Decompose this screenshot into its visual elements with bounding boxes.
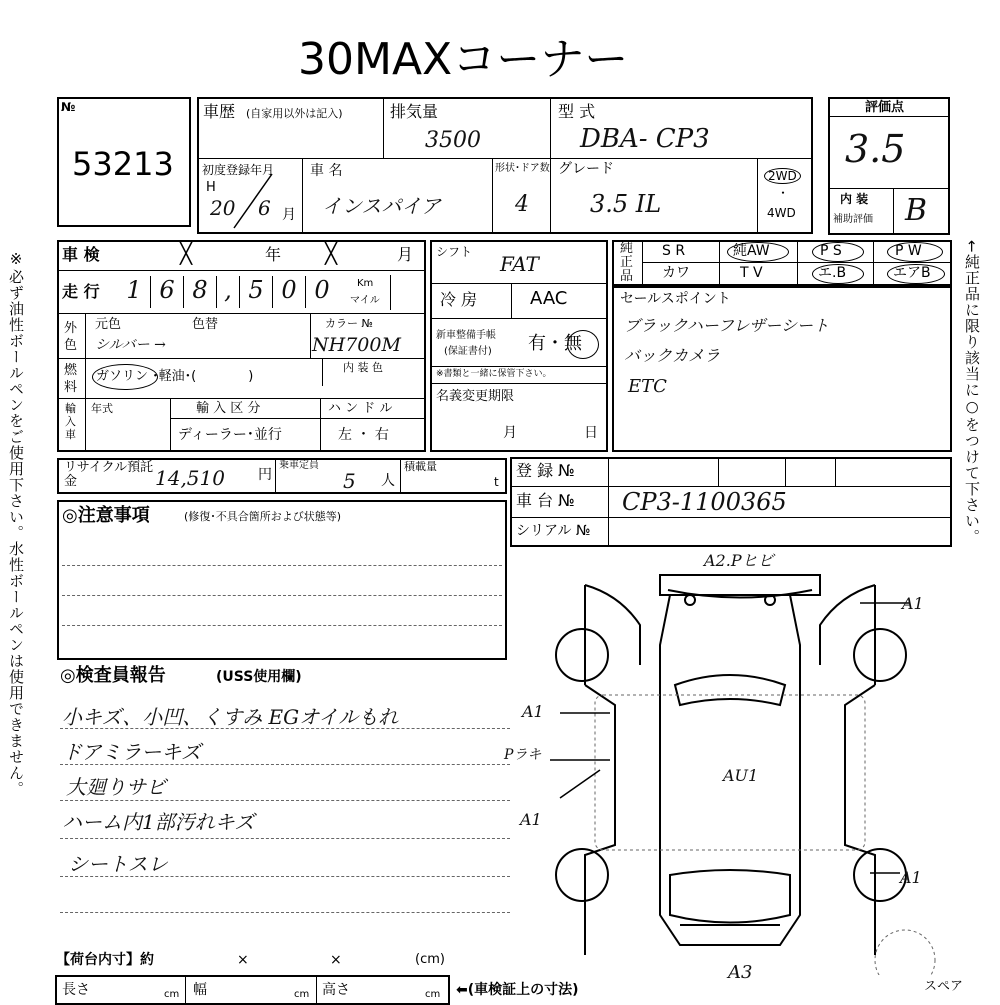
dims-note: ⬅(車検証上の寸法) xyxy=(456,982,579,998)
mileage-digit: 0 xyxy=(314,276,330,304)
score-label: 評価点 xyxy=(865,100,905,115)
model-value: DBA- CP3 xyxy=(580,124,710,154)
registration-month-unit: 月 xyxy=(282,207,296,223)
mileage-unit-km: Km xyxy=(357,278,374,289)
damage-mark-right-low: A1 xyxy=(900,868,922,887)
mileage-label: 走 行 xyxy=(62,282,100,301)
mileage-digits xyxy=(118,276,348,308)
fuel-gasoline-circle xyxy=(92,364,158,390)
damage-mark-center: AU1 xyxy=(723,766,759,785)
exterior-label: 外色 xyxy=(64,321,78,353)
drive-dot: ・ xyxy=(777,186,790,200)
cargo-dims-label: 【荷台内寸】約 xyxy=(56,952,154,968)
grade-label: グレード xyxy=(558,161,614,177)
cargo-x-2: × xyxy=(330,952,342,968)
dim-length-unit: cm xyxy=(164,989,180,1000)
grade-value: 3.5 IL xyxy=(590,190,662,218)
recycle-value: 14,510 xyxy=(155,466,225,490)
genuine-tv: T V xyxy=(740,265,763,281)
damage-mark-bottom: A3 xyxy=(728,962,753,983)
drive-4wd: 4WD xyxy=(767,206,796,220)
mileage-digit: 0 xyxy=(273,276,306,308)
manual-value: 有・無 xyxy=(528,333,582,354)
color-no-label: カラー № xyxy=(325,317,373,330)
doors-value: 4 xyxy=(515,192,529,217)
cargo-unit: (cm) xyxy=(415,952,445,967)
genuine-parts-note: ←純正品に限り該当に○をつけて下さい。 xyxy=(963,240,981,545)
interior-color-label: 内 装 色 xyxy=(343,361,383,374)
shaken-label: 車 検 xyxy=(62,245,100,264)
ac-value: AAC xyxy=(530,288,568,309)
damage-mark-top: A2.Pヒビ xyxy=(704,551,774,570)
displacement-value: 3500 xyxy=(425,128,481,153)
serial-label: シリアル № xyxy=(516,523,591,539)
car-name-label: 車 名 xyxy=(310,163,343,179)
shaken-month-unit: 月 xyxy=(397,245,414,264)
notes-label: ◎注意事項 xyxy=(62,505,150,526)
capacity-value: 5 xyxy=(343,469,356,493)
genuine-eb: エ.B xyxy=(818,265,847,281)
inspector-line-2: ドアミラーキズ xyxy=(62,740,201,764)
import-label: 輸入車 xyxy=(65,402,76,441)
dim-length-label: 長さ xyxy=(62,982,90,998)
import-type-label: 輸 入 区 分 xyxy=(196,401,261,416)
registration-slash xyxy=(222,172,282,230)
genuine-aw: 純AW xyxy=(733,243,770,259)
damage-mark-right-top: A1 xyxy=(902,594,924,613)
interior-label: 内 装 xyxy=(840,192,869,206)
handle-label: ハ ン ド ル xyxy=(328,401,393,416)
exterior-orig-value: シルバー → xyxy=(95,337,166,353)
lot-number: 53213 xyxy=(72,145,174,183)
genuine-pw: P W xyxy=(895,243,922,259)
history-sub-label: (自家用以外は記入) xyxy=(246,107,343,120)
damage-mark-left-p: Pラキ xyxy=(504,747,542,763)
inspector-line-1: 小キズ、小凹、くすみ EGオイルもれ xyxy=(62,705,399,729)
inspector-line-3: 大廻りサビ xyxy=(66,775,166,799)
genuine-sr: S R xyxy=(662,243,686,259)
notes-sub: (修復･不具合箇所および状態等) xyxy=(184,510,342,523)
ac-label: 冷 房 xyxy=(440,290,478,309)
genuine-airbag: エアB xyxy=(893,265,931,281)
interior-score: B xyxy=(905,193,928,228)
manual-note: ※書類と一緒に保管下さい。 xyxy=(436,369,552,379)
mileage-digit: 8 xyxy=(184,276,217,308)
chassis-value: CP3-1100365 xyxy=(622,488,787,516)
inspector-sub: (USS使用欄) xyxy=(216,669,302,685)
shaken-month-mark: ╳ xyxy=(325,241,338,265)
capacity-label: 乗車定員 xyxy=(279,460,319,471)
load-unit: t xyxy=(494,475,499,489)
history-label: 車歴 xyxy=(203,102,236,121)
name-change-month: 月 xyxy=(503,425,517,441)
shaken-year-mark: ╳ xyxy=(180,241,193,265)
manual-sub: (保証書付) xyxy=(444,346,492,357)
name-change-day: 日 xyxy=(584,425,598,441)
page-title: 30MAXコーナー xyxy=(298,34,629,85)
sales-point-1: ブラックハーフレザーシート xyxy=(624,316,829,335)
dim-height-label: 高さ xyxy=(322,982,350,998)
recycle-label: リサイクル預託金 xyxy=(64,460,154,489)
inspector-line-5: シートスレ xyxy=(68,852,168,876)
load-label: 積載量 xyxy=(404,460,437,473)
displacement-label: 排気量 xyxy=(390,102,439,121)
mileage-digit: 5 xyxy=(240,276,273,308)
shift-label: シフト xyxy=(436,245,473,259)
import-type-value: ディーラー･並行 xyxy=(178,427,282,443)
car-name-value: インスパイア xyxy=(322,194,441,218)
fuel-label: 燃料 xyxy=(64,363,78,395)
pen-warning-note: ※必ず油性ボールペンをご使用下さい。水性ボールペンは使用できません。 xyxy=(7,250,25,797)
sales-points-box xyxy=(612,286,952,452)
reg-no-label: 登 録 № xyxy=(516,461,575,480)
drive-2wd: 2WD xyxy=(764,168,801,184)
manual-label: 新車整備手帳 xyxy=(436,330,496,341)
mileage-digit: , xyxy=(217,276,240,308)
damage-mark-left-mid: A1 xyxy=(522,702,544,721)
sales-point-3: ETC xyxy=(628,376,667,397)
mileage-digit: 1 xyxy=(118,276,151,308)
score-value: 3.5 xyxy=(845,127,906,171)
car-damage-diagram xyxy=(520,551,940,975)
name-change-label: 名義変更期限 xyxy=(436,389,515,404)
exterior-orig-label: 元色 xyxy=(95,317,122,332)
dim-width-unit: cm xyxy=(294,989,310,1000)
genuine-ps: P S xyxy=(820,243,842,259)
genuine-label: 純正品 xyxy=(620,241,634,284)
mileage-digit: 6 xyxy=(151,276,184,308)
inspector-line-4: ハーム内1部汚れキズ xyxy=(62,810,255,834)
dim-width-label: 幅 xyxy=(193,982,207,998)
sales-point-2: バックカメラ xyxy=(624,346,721,365)
fuel-options: ガソリン ･軽油･( ) xyxy=(96,369,254,384)
chassis-label: 車 台 № xyxy=(516,491,575,510)
spare-label: スペア xyxy=(924,979,964,994)
manual-none-circle xyxy=(567,330,599,359)
exterior-change-label: 色替 xyxy=(192,317,219,332)
interior-sub-label: 補助評価 xyxy=(833,214,873,225)
registration-year: 20 xyxy=(210,196,236,220)
import-year-label: 年式 xyxy=(91,402,113,415)
shaken-year-unit: 年 xyxy=(265,245,282,264)
model-label: 型 式 xyxy=(558,102,596,121)
dim-height-unit: cm xyxy=(425,989,441,1000)
registration-label: 初度登録年月 xyxy=(202,163,275,177)
inspection-dims-box xyxy=(55,975,450,1005)
capacity-unit: 人 xyxy=(381,473,395,489)
damage-mark-left-low: A1 xyxy=(520,810,542,829)
registration-month: 6 xyxy=(258,196,271,220)
color-no-value: NH700M xyxy=(312,334,401,356)
doors-label: 形状･ドア数 xyxy=(495,163,550,174)
sales-points-label: セールスポイント xyxy=(620,291,731,307)
genuine-leather: カワ xyxy=(662,265,690,281)
lot-label: № xyxy=(61,100,76,114)
inspector-label: ◎検査員報告 xyxy=(60,665,166,686)
shift-value: FAT xyxy=(500,252,539,276)
handle-value: 左 ・ 右 xyxy=(338,427,389,443)
cargo-x-1: × xyxy=(237,952,249,968)
recycle-unit: 円 xyxy=(258,467,272,483)
mileage-unit-mile: マイル xyxy=(350,295,380,306)
registration-era: H xyxy=(206,180,216,195)
